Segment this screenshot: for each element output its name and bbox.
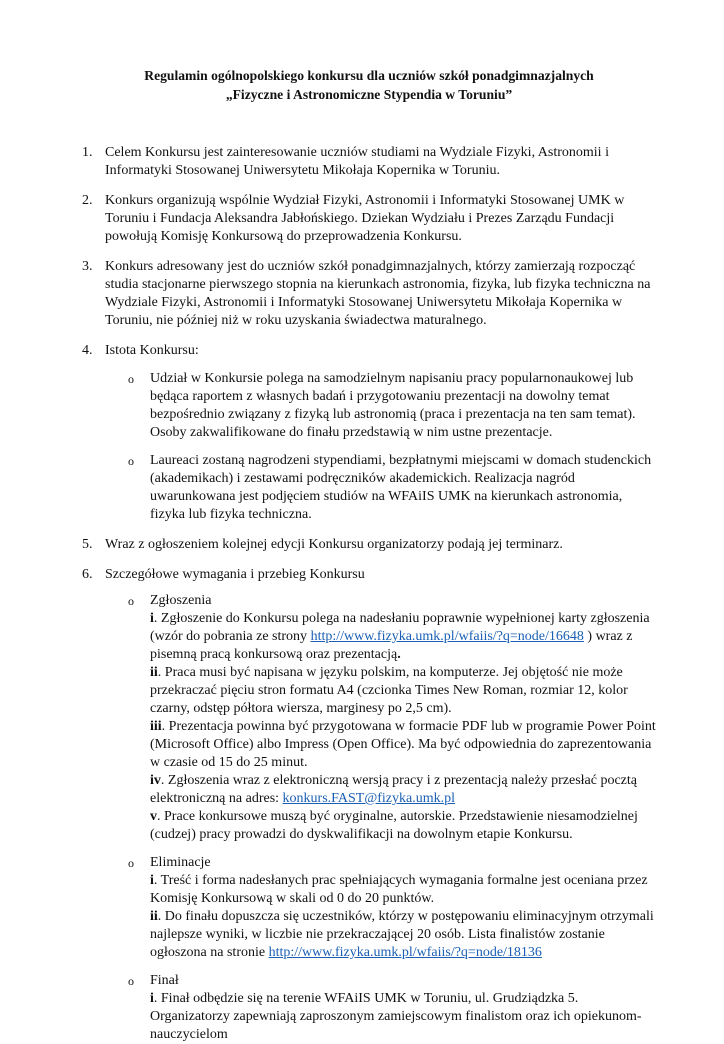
roman-label: i <box>150 611 154 626</box>
item-number: 2. <box>82 193 93 208</box>
sub-item-text: Laureaci zostaną nagrodzeni stypendiami, bezpłatnymi miejscami w domach studenckich (akademikach) i zestawami podręczników akademickich. Realizacja nagród uwarunkowana jest podjęciem studiów na WFAiIS UMK na kierunkach astronomia, fizyka lub fizyka techniczna. <box>150 453 652 522</box>
item-text: Celem Konkursu jest zainteresowanie uczniów studiami na Wydziale Fizyki, Astronomii i Informatyki Stosowanej Uniwersytetu Mikołaja Kopernika w Toruniu. <box>105 145 609 178</box>
sub-list-item <box>128 452 656 524</box>
item-number: 3. <box>82 259 93 274</box>
item-number: 5. <box>82 537 93 552</box>
list-item <box>82 258 656 330</box>
list-item <box>82 342 656 524</box>
list-item <box>82 144 656 180</box>
paragraph-text: ) wraz z pisemną pracą konkursową oraz prezentacją <box>150 629 633 662</box>
sub-list <box>105 370 656 524</box>
form-download-link[interactable]: http://www.fizyka.umk.pl/wfaiis/?q=node/16648 <box>310 629 584 644</box>
paragraph-text: . Prezentacja powinna być przygotowana w formacie PDF lub w programie Power Point (Microsoft Office) albo Impress (Open Office). Ma być odpowiednia do zaprezentowania w czasie od 15 do 25 minut. <box>150 719 656 770</box>
item-text: Szczegółowe wymagania i przebieg Konkursu <box>105 567 365 582</box>
sub-list <box>105 592 656 1044</box>
title-line-2: „Fizyczne i Astronomiczne Stypendia w Toruniu” <box>225 87 513 102</box>
roman-label: v <box>150 809 157 824</box>
paragraph-text: . Prace konkursowe muszą być oryginalne, autorskie. Przedstawienie niesamodzielnej (cudzej) pracy prowadzi do dyskwalifikacji na dowolnym etapie Konkursu. <box>150 809 638 842</box>
list-item <box>82 566 656 1044</box>
sub-list-item <box>128 370 656 442</box>
bullet-icon: o <box>128 594 134 608</box>
regulations-list <box>82 144 656 1044</box>
sub-list-item-zgloszenia <box>128 592 656 844</box>
bullet-icon: o <box>128 974 134 988</box>
section-heading: Zgłoszenia <box>150 593 212 608</box>
roman-label: i <box>150 991 154 1006</box>
section-heading: Eliminacje <box>150 855 211 870</box>
roman-label: i <box>150 873 154 888</box>
paragraph-text: . Zgłoszenia wraz z elektroniczną wersją pracy i z prezentacją należy przesłać pocztą elektroniczną na adres: <box>150 773 637 806</box>
item-text: Konkurs organizują wspólnie Wydział Fizyki, Astronomii i Informatyki Stosowanej UMK w Toruniu i Fundacja Aleksandra Jabłońskiego. Dziekan Wydziału i Prezes Zarządu Fundacji powołują Komisję Konkursową do przeprowadzenia Konkursu. <box>105 193 625 244</box>
bullet-icon: o <box>128 372 134 386</box>
paragraph-text: . Praca musi być napisana w języku polskim, na komputerze. Jej objętość nie może przekraczać pięciu stron formatu A4 (czcionka Times New Roman, rozmiar 12, kolor czarny, odstęp półtora wiersza, marginesy po 2,5 cm). <box>150 665 628 716</box>
list-item <box>82 192 656 246</box>
document-title <box>82 66 656 104</box>
item-number: 6. <box>82 567 93 582</box>
paragraph-text: . Zgłoszenie do Konkursu polega na nadesłaniu poprawnie wypełnionej karty zgłoszenia (wzór do pobrania ze strony <box>150 611 650 644</box>
roman-label: ii <box>150 909 158 924</box>
item-text: Konkurs adresowany jest do uczniów szkół ponadgimnazjalnych, którzy zamierzają rozpocząć studia stacjonarne pierwszego stopnia na kierunkach astronomia, fizyka, lub fizyka techniczna na Wydziale Fizyki, Astronomii i Informatyki Stosowanej Uniwersytetu Mikołaja Kopernika w Toruniu, nie później niż w roku uzyskania świadectwa maturalnego. <box>105 259 651 328</box>
paragraph-text: . Do finału dopuszcza się uczestników, którzy w postępowaniu eliminacyjnym otrzymali najlepsze wyniki, w liczbie nie przekraczającej 20 osób. Lista finalistów zostanie ogłoszona na stronie <box>150 909 654 960</box>
title-line-1: Regulamin ogólnopolskiego konkursu dla uczniów szkół ponadgimnazjalnych <box>144 68 594 83</box>
list-item <box>82 536 656 554</box>
item-number: 1. <box>82 145 93 160</box>
bullet-icon: o <box>128 454 134 468</box>
item-number: 4. <box>82 343 93 358</box>
roman-label: ii <box>150 665 158 680</box>
item-text: Istota Konkursu: <box>105 343 199 358</box>
email-link[interactable]: konkurs.FAST@fizyka.umk.pl <box>282 791 456 806</box>
paragraph-text: . Finał odbędzie się na terenie WFAiIS UMK w Toruniu, ul. Grudziądzka 5. Organizatorzy zapewniają zaproszonym zamiejscowym finalistom oraz ich opiekunom-nauczycielom <box>150 991 642 1042</box>
sub-list-item-eliminacje <box>128 854 656 962</box>
sub-list-item-final <box>128 972 656 1044</box>
item-text: Wraz z ogłoszeniem kolejnej edycji Konkursu organizatorzy podają jej terminarz. <box>105 537 563 552</box>
roman-label: iii <box>150 719 162 734</box>
finalists-list-link[interactable]: http://www.fizyka.umk.pl/wfaiis/?q=node/18136 <box>268 945 542 960</box>
sub-item-text: Udział w Konkursie polega na samodzielnym napisaniu pracy popularnonaukowej lub będąca raportem z własnych badań i przygotowaniu prezentacji na dowolny temat bezpośrednio związany z fizyką lub astronomią (praca i prezentacja na ten sam temat). Osoby zakwalifikowane do finału przedstawią w nim ustne prezentacje. <box>150 371 636 440</box>
roman-label: iv <box>150 773 161 788</box>
section-heading: Finał <box>150 973 179 988</box>
bullet-icon: o <box>128 856 134 870</box>
paragraph-text: . Treść i forma nadesłanych prac spełniających wymagania formalne jest oceniana przez Komisję Konkursową w skali od 0 do 20 punktów. <box>150 873 648 906</box>
paragraph-end: . <box>397 647 401 662</box>
